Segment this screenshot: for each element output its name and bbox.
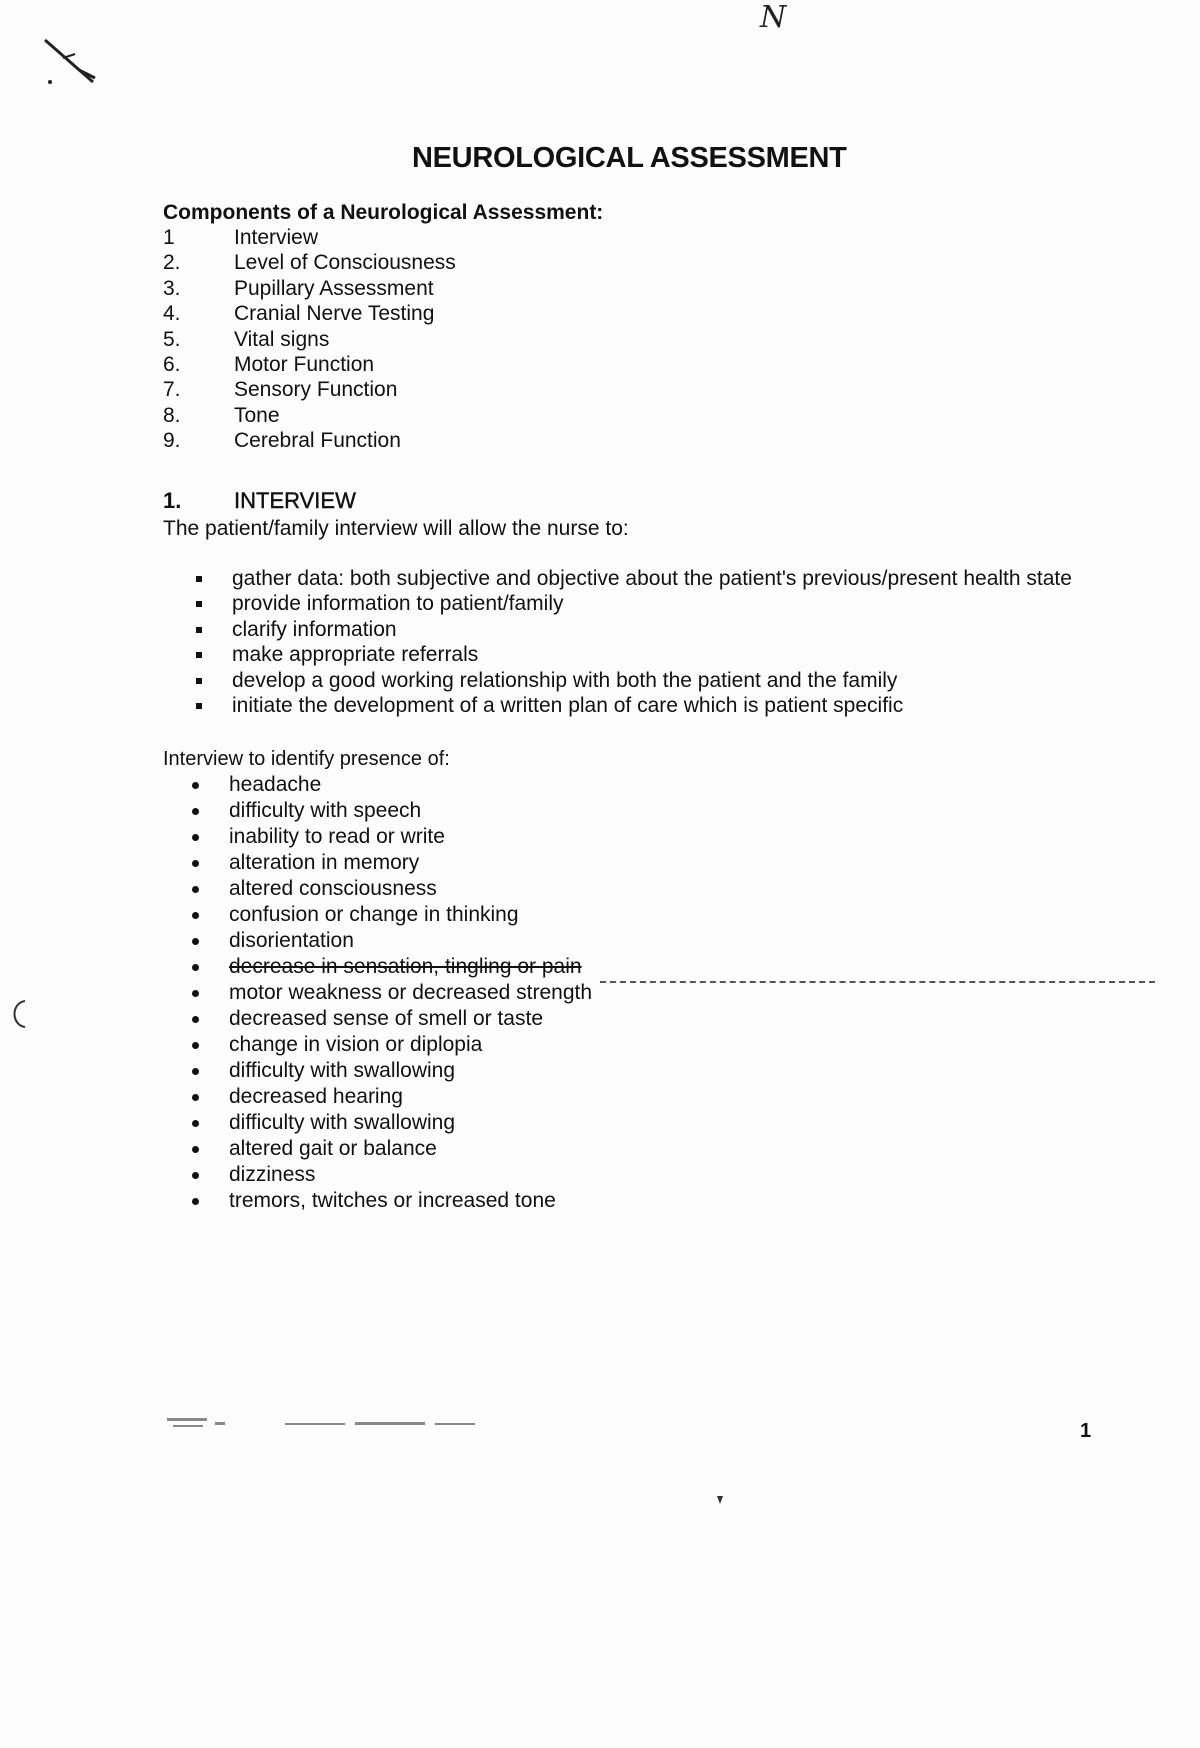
bullet-icon xyxy=(192,1094,199,1101)
bullet-icon xyxy=(192,860,199,867)
list-item-label: develop a good working relationship with both the patient and the family xyxy=(232,668,898,692)
list-item-label: confusion or change in thinking xyxy=(229,903,519,926)
list-item-number: 9. xyxy=(163,429,181,453)
list-item-label: Cranial Nerve Testing xyxy=(234,302,435,326)
list-item xyxy=(163,353,456,378)
list-item-label: decrease in sensation, tingling or pain xyxy=(229,955,582,978)
bullet-icon xyxy=(192,808,199,815)
bullet-icon xyxy=(192,1198,199,1205)
list-item-number: 4. xyxy=(163,302,181,326)
list-item xyxy=(163,226,456,251)
list-item-label: Level of Consciousness xyxy=(234,251,456,275)
list-item xyxy=(196,643,1072,669)
bullet-icon xyxy=(192,782,199,789)
list-item-number: 6. xyxy=(163,352,181,376)
list-item-label: Cerebral Function xyxy=(234,429,401,453)
list-item xyxy=(163,404,456,429)
punch-hole-mark xyxy=(5,995,35,1035)
list-item xyxy=(192,1058,592,1084)
list-item xyxy=(192,902,592,928)
list-item-label: difficulty with swallowing xyxy=(229,1111,456,1134)
bullet-icon xyxy=(192,912,199,919)
square-bullet-icon xyxy=(196,678,202,684)
list-item xyxy=(192,1110,592,1136)
identify-heading: Interview to identify presence of: xyxy=(163,748,450,770)
list-item xyxy=(192,1084,592,1110)
list-item-label: motor weakness or decreased strength xyxy=(229,981,593,1004)
interview-intro: The patient/family interview will allow the nurse to: xyxy=(163,517,629,540)
list-item-number: 5. xyxy=(163,327,181,351)
list-item-label: difficulty with swallowing xyxy=(229,1059,456,1082)
square-bullet-icon xyxy=(196,703,202,709)
list-item-label: headache xyxy=(229,773,322,796)
bullet-icon xyxy=(192,1172,199,1179)
list-item-label: decreased hearing xyxy=(229,1085,403,1108)
list-item-label: dizziness xyxy=(229,1163,316,1186)
list-item-number: 8. xyxy=(163,403,181,427)
list-item-label: make appropriate referrals xyxy=(232,643,479,667)
list-item xyxy=(192,772,592,798)
list-item-label: decreased sense of smell or taste xyxy=(229,1007,543,1030)
list-item-label: alteration in memory xyxy=(229,851,420,874)
list-item-label: Interview xyxy=(234,226,319,249)
list-item-number: 7. xyxy=(163,378,181,402)
list-item xyxy=(192,876,592,902)
list-item xyxy=(192,850,592,876)
square-bullet-icon xyxy=(196,601,202,607)
list-item xyxy=(192,954,592,980)
list-item xyxy=(192,928,592,954)
bullet-icon xyxy=(192,1042,199,1049)
list-item-number: 2. xyxy=(163,251,181,275)
list-item-label: inability to read or write xyxy=(229,825,445,848)
list-item-label: altered consciousness xyxy=(229,877,437,900)
square-bullet-icon xyxy=(196,652,202,658)
list-item xyxy=(192,1162,592,1188)
page-number: 1 xyxy=(1080,1420,1092,1442)
list-item xyxy=(163,302,456,327)
handwritten-mark: N xyxy=(760,0,787,35)
bullet-icon xyxy=(192,990,199,997)
list-item xyxy=(196,566,1072,592)
list-item xyxy=(192,1032,592,1058)
bullet-icon xyxy=(192,1016,199,1023)
list-item-label: Pupillary Assessment xyxy=(234,276,434,300)
list-item-label: clarify information xyxy=(232,617,397,641)
bullet-icon xyxy=(192,1120,199,1127)
list-item xyxy=(196,617,1072,643)
list-item-label: difficulty with speech xyxy=(229,799,422,822)
page-title: NEUROLOGICAL ASSESSMENT xyxy=(412,142,847,174)
bullet-icon xyxy=(192,1068,199,1075)
interview-section-heading xyxy=(163,488,356,514)
square-bullet-icon xyxy=(196,576,202,582)
list-item-label: tremors, twitches or increased tone xyxy=(229,1189,556,1212)
list-item xyxy=(192,1006,592,1032)
list-item-label: provide information to patient/family xyxy=(232,592,564,616)
list-item-label: Vital signs xyxy=(234,327,330,351)
interview-purpose-list xyxy=(196,566,1072,719)
components-list xyxy=(163,226,456,455)
list-item-number: 3. xyxy=(163,276,181,300)
section-number: 1. xyxy=(163,488,182,513)
list-item-label: Sensory Function xyxy=(234,378,398,402)
list-item xyxy=(163,277,456,302)
list-item xyxy=(196,694,1072,720)
list-item xyxy=(192,1188,592,1214)
list-item-label: disorientation xyxy=(229,929,354,952)
section-title: INTERVIEW xyxy=(234,488,356,513)
list-item-number: 1 xyxy=(163,226,175,249)
list-item-label: gather data: both subjective and objective about the patient's previous/present health state xyxy=(232,566,1072,590)
list-item xyxy=(196,592,1072,618)
list-item-label: Motor Function xyxy=(234,352,375,376)
list-item xyxy=(163,378,456,403)
list-item xyxy=(192,980,592,1006)
list-item-label: change in vision or diplopia xyxy=(229,1033,483,1056)
pen-scribble-mark xyxy=(35,30,105,90)
bullet-icon xyxy=(192,1146,199,1153)
list-item xyxy=(192,824,592,850)
list-item xyxy=(192,798,592,824)
list-item xyxy=(163,429,456,454)
bullet-icon xyxy=(192,938,199,945)
bullet-icon xyxy=(192,964,199,971)
bullet-icon xyxy=(192,834,199,841)
list-item-label: Tone xyxy=(234,403,280,427)
list-item xyxy=(192,1136,592,1162)
footer-smudge xyxy=(165,1408,545,1438)
list-item xyxy=(163,251,456,276)
bullet-icon xyxy=(192,886,199,893)
symptom-list xyxy=(192,772,592,1214)
list-item-label: initiate the development of a written plan of care which is patient specific xyxy=(232,694,904,718)
components-heading: Components of a Neurological Assessment: xyxy=(163,201,604,224)
list-item xyxy=(163,328,456,353)
square-bullet-icon xyxy=(196,627,202,633)
list-item-label: altered gait or balance xyxy=(229,1137,437,1160)
speck-mark xyxy=(715,1494,725,1506)
strikethrough-line xyxy=(600,981,1155,983)
list-item xyxy=(196,668,1072,694)
